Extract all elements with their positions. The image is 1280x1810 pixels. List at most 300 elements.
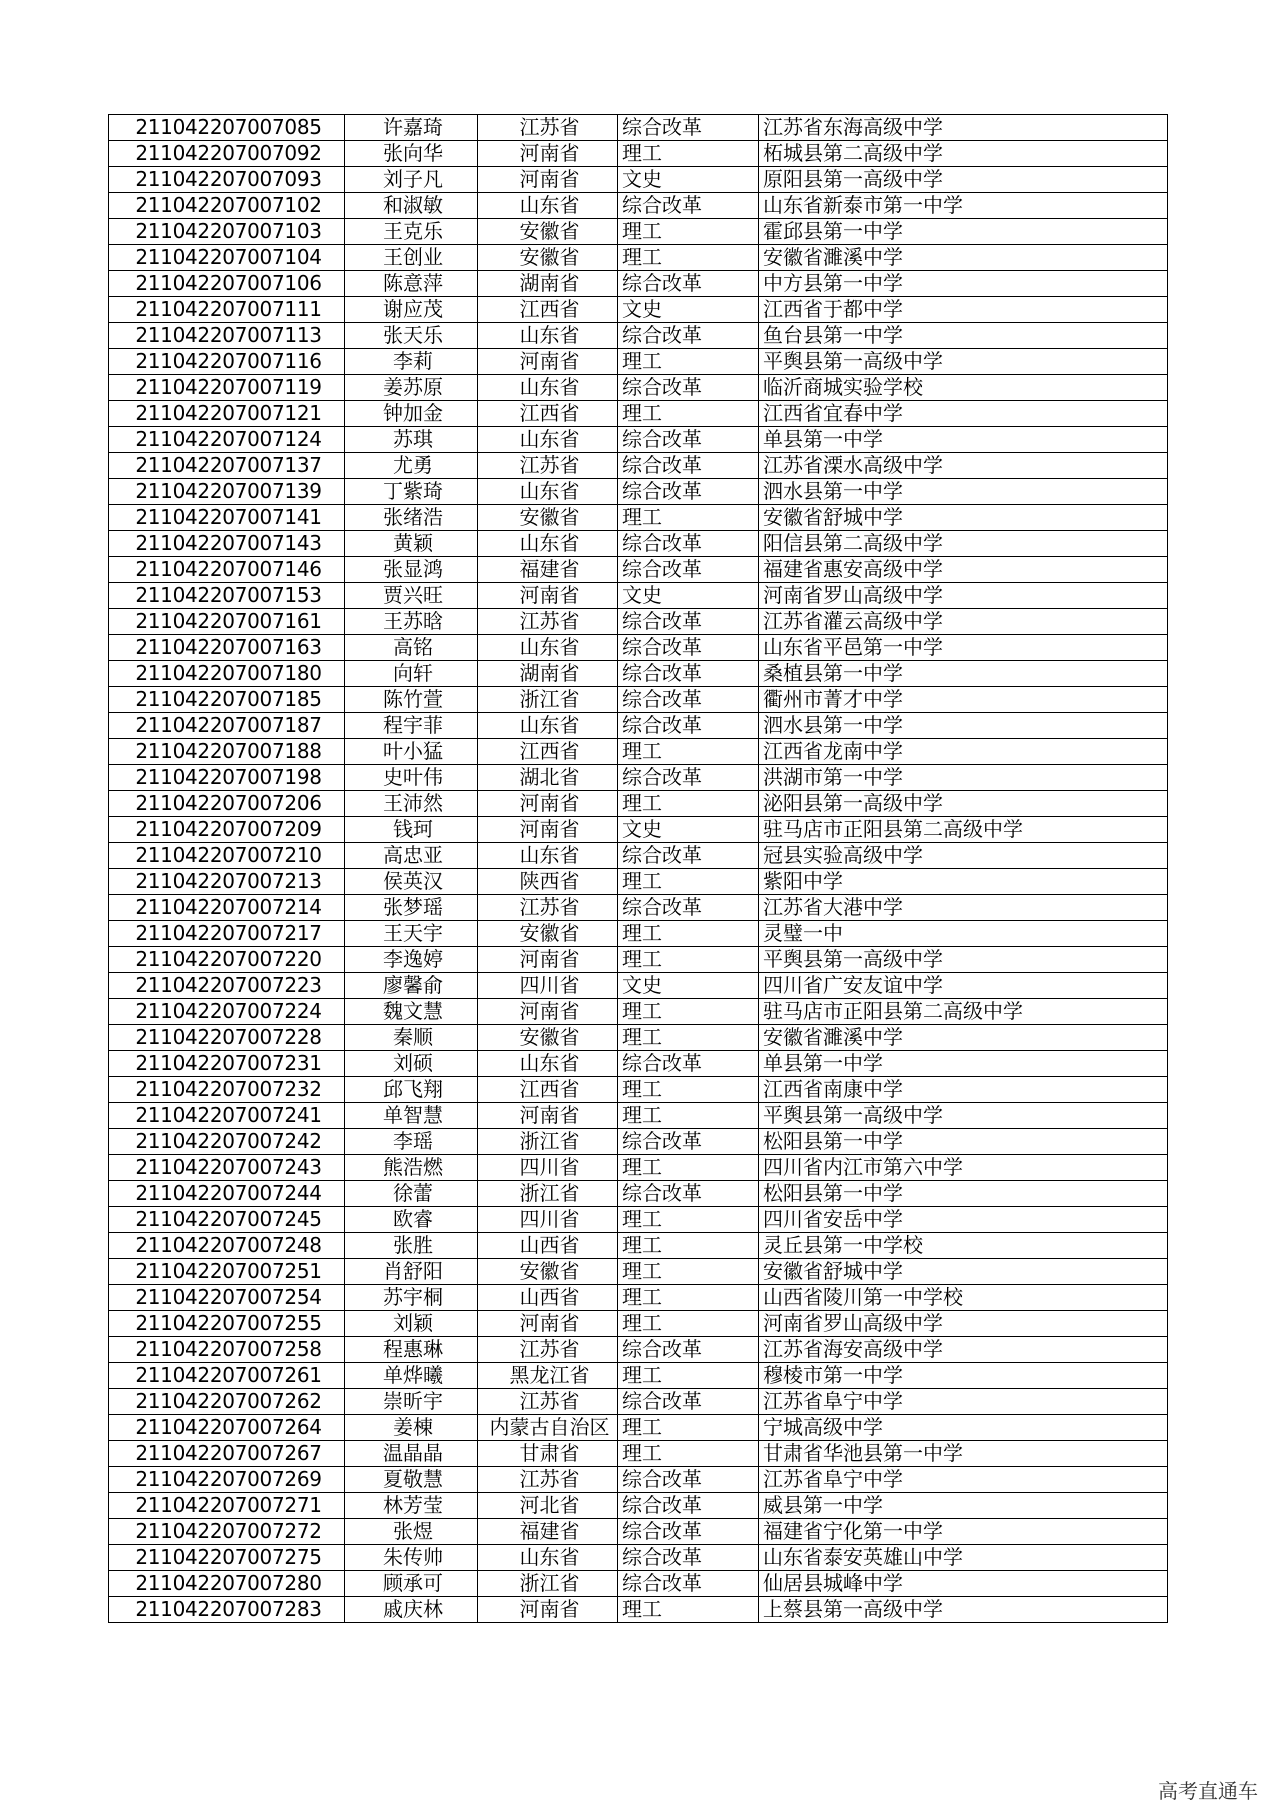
province-cell: 山东省 (478, 1051, 618, 1077)
student-name-cell: 单智慧 (345, 1103, 478, 1129)
candidate-id-cell: 211042207007232 (109, 1077, 345, 1103)
candidate-id-cell: 211042207007255 (109, 1311, 345, 1337)
high-school-cell: 四川省广安友谊中学 (759, 973, 1168, 999)
high-school-cell: 河南省罗山高级中学 (759, 583, 1168, 609)
province-cell: 河南省 (478, 141, 618, 167)
student-name-cell: 刘颖 (345, 1311, 478, 1337)
province-cell: 山东省 (478, 427, 618, 453)
candidate-id-cell: 211042207007163 (109, 635, 345, 661)
province-cell: 安徽省 (478, 245, 618, 271)
candidate-id-cell: 211042207007224 (109, 999, 345, 1025)
candidate-id-cell: 211042207007143 (109, 531, 345, 557)
province-cell: 河南省 (478, 583, 618, 609)
subject-category-cell: 文史 (618, 817, 759, 843)
high-school-cell: 江苏省阜宁中学 (759, 1467, 1168, 1493)
table-row (109, 947, 1168, 973)
province-cell: 浙江省 (478, 1129, 618, 1155)
subject-category-cell: 综合改革 (618, 1467, 759, 1493)
table-row (109, 765, 1168, 791)
student-name-cell: 程宇菲 (345, 713, 478, 739)
candidate-id-cell: 211042207007146 (109, 557, 345, 583)
student-name-cell: 温晶晶 (345, 1441, 478, 1467)
candidate-id-cell: 211042207007085 (109, 115, 345, 141)
subject-category-cell: 综合改革 (618, 661, 759, 687)
province-cell: 安徽省 (478, 1259, 618, 1285)
subject-category-cell: 综合改革 (618, 843, 759, 869)
high-school-cell: 江苏省阜宁中学 (759, 1389, 1168, 1415)
table-row (109, 791, 1168, 817)
candidate-id-cell: 211042207007271 (109, 1493, 345, 1519)
candidate-id-cell: 211042207007244 (109, 1181, 345, 1207)
high-school-cell: 四川省安岳中学 (759, 1207, 1168, 1233)
high-school-cell: 泗水县第一中学 (759, 713, 1168, 739)
admission-table-body (109, 115, 1168, 1623)
subject-category-cell: 理工 (618, 999, 759, 1025)
subject-category-cell: 理工 (618, 219, 759, 245)
student-name-cell: 廖馨俞 (345, 973, 478, 999)
high-school-cell: 安徽省濉溪中学 (759, 245, 1168, 271)
subject-category-cell: 理工 (618, 505, 759, 531)
high-school-cell: 江西省龙南中学 (759, 739, 1168, 765)
student-name-cell: 徐蕾 (345, 1181, 478, 1207)
subject-category-cell: 理工 (618, 921, 759, 947)
table-row (109, 1103, 1168, 1129)
high-school-cell: 江西省宜春中学 (759, 401, 1168, 427)
subject-category-cell: 理工 (618, 791, 759, 817)
subject-category-cell: 理工 (618, 1077, 759, 1103)
candidate-id-cell: 211042207007264 (109, 1415, 345, 1441)
subject-category-cell: 综合改革 (618, 1337, 759, 1363)
student-name-cell: 王苏晗 (345, 609, 478, 635)
province-cell: 山东省 (478, 193, 618, 219)
province-cell: 河南省 (478, 1311, 618, 1337)
student-name-cell: 崇昕宇 (345, 1389, 478, 1415)
table-row (109, 557, 1168, 583)
candidate-id-cell: 211042207007245 (109, 1207, 345, 1233)
candidate-id-cell: 211042207007141 (109, 505, 345, 531)
candidate-id-cell: 211042207007275 (109, 1545, 345, 1571)
table-row (109, 349, 1168, 375)
province-cell: 江苏省 (478, 115, 618, 141)
high-school-cell: 紫阳中学 (759, 869, 1168, 895)
province-cell: 江苏省 (478, 1389, 618, 1415)
candidate-id-cell: 211042207007137 (109, 453, 345, 479)
table-row (109, 1233, 1168, 1259)
province-cell: 河南省 (478, 947, 618, 973)
province-cell: 江苏省 (478, 609, 618, 635)
student-name-cell: 谢应茂 (345, 297, 478, 323)
high-school-cell: 平舆县第一高级中学 (759, 1103, 1168, 1129)
student-name-cell: 苏宇桐 (345, 1285, 478, 1311)
table-row (109, 1129, 1168, 1155)
province-cell: 山东省 (478, 479, 618, 505)
student-name-cell: 欧睿 (345, 1207, 478, 1233)
subject-category-cell: 理工 (618, 1207, 759, 1233)
province-cell: 山东省 (478, 323, 618, 349)
province-cell: 湖南省 (478, 271, 618, 297)
province-cell: 安徽省 (478, 505, 618, 531)
province-cell: 湖北省 (478, 765, 618, 791)
high-school-cell: 江西省南康中学 (759, 1077, 1168, 1103)
table-row (109, 1025, 1168, 1051)
high-school-cell: 安徽省濉溪中学 (759, 1025, 1168, 1051)
high-school-cell: 原阳县第一高级中学 (759, 167, 1168, 193)
high-school-cell: 江苏省灌云高级中学 (759, 609, 1168, 635)
province-cell: 河南省 (478, 1103, 618, 1129)
table-row (109, 635, 1168, 661)
candidate-id-cell: 211042207007262 (109, 1389, 345, 1415)
table-row (109, 323, 1168, 349)
subject-category-cell: 理工 (618, 245, 759, 271)
subject-category-cell: 理工 (618, 1285, 759, 1311)
table-row (109, 1259, 1168, 1285)
subject-category-cell: 文史 (618, 973, 759, 999)
province-cell: 江苏省 (478, 1337, 618, 1363)
student-name-cell: 陈竹萱 (345, 687, 478, 713)
subject-category-cell: 综合改革 (618, 713, 759, 739)
table-row (109, 427, 1168, 453)
province-cell: 四川省 (478, 1155, 618, 1181)
candidate-id-cell: 211042207007272 (109, 1519, 345, 1545)
table-row (109, 1519, 1168, 1545)
table-row (109, 453, 1168, 479)
table-row (109, 245, 1168, 271)
high-school-cell: 中方县第一中学 (759, 271, 1168, 297)
candidate-id-cell: 211042207007214 (109, 895, 345, 921)
candidate-id-cell: 211042207007217 (109, 921, 345, 947)
candidate-id-cell: 211042207007124 (109, 427, 345, 453)
student-name-cell: 夏敬慧 (345, 1467, 478, 1493)
student-name-cell: 张绪浩 (345, 505, 478, 531)
province-cell: 安徽省 (478, 219, 618, 245)
student-name-cell: 钱珂 (345, 817, 478, 843)
table-row (109, 1441, 1168, 1467)
admission-table (108, 114, 1168, 1623)
province-cell: 河南省 (478, 817, 618, 843)
table-row (109, 687, 1168, 713)
high-school-cell: 山东省泰安英雄山中学 (759, 1545, 1168, 1571)
table-row (109, 375, 1168, 401)
candidate-id-cell: 211042207007261 (109, 1363, 345, 1389)
high-school-cell: 山东省平邑第一中学 (759, 635, 1168, 661)
student-name-cell: 苏琪 (345, 427, 478, 453)
high-school-cell: 单县第一中学 (759, 427, 1168, 453)
province-cell: 山西省 (478, 1233, 618, 1259)
candidate-id-cell: 211042207007280 (109, 1571, 345, 1597)
high-school-cell: 穆棱市第一中学 (759, 1363, 1168, 1389)
table-row (109, 661, 1168, 687)
admission-list-sheet (108, 114, 1167, 1623)
table-row (109, 1155, 1168, 1181)
subject-category-cell: 综合改革 (618, 479, 759, 505)
province-cell: 浙江省 (478, 1181, 618, 1207)
province-cell: 四川省 (478, 1207, 618, 1233)
subject-category-cell: 综合改革 (618, 895, 759, 921)
province-cell: 河北省 (478, 1493, 618, 1519)
subject-category-cell: 综合改革 (618, 1389, 759, 1415)
table-row (109, 1571, 1168, 1597)
high-school-cell: 甘肃省华池县第一中学 (759, 1441, 1168, 1467)
candidate-id-cell: 211042207007241 (109, 1103, 345, 1129)
table-row (109, 167, 1168, 193)
candidate-id-cell: 211042207007139 (109, 479, 345, 505)
student-name-cell: 张向华 (345, 141, 478, 167)
high-school-cell: 平舆县第一高级中学 (759, 947, 1168, 973)
student-name-cell: 熊浩燃 (345, 1155, 478, 1181)
subject-category-cell: 理工 (618, 141, 759, 167)
high-school-cell: 泗水县第一中学 (759, 479, 1168, 505)
subject-category-cell: 理工 (618, 1103, 759, 1129)
subject-category-cell: 综合改革 (618, 635, 759, 661)
province-cell: 山东省 (478, 375, 618, 401)
high-school-cell: 霍邱县第一中学 (759, 219, 1168, 245)
table-row (109, 1493, 1168, 1519)
student-name-cell: 姜棟 (345, 1415, 478, 1441)
subject-category-cell: 综合改革 (618, 687, 759, 713)
subject-category-cell: 文史 (618, 583, 759, 609)
candidate-id-cell: 211042207007116 (109, 349, 345, 375)
student-name-cell: 李逸婷 (345, 947, 478, 973)
high-school-cell: 四川省内江市第六中学 (759, 1155, 1168, 1181)
candidate-id-cell: 211042207007283 (109, 1597, 345, 1623)
student-name-cell: 魏文慧 (345, 999, 478, 1025)
subject-category-cell: 理工 (618, 1155, 759, 1181)
table-row (109, 1363, 1168, 1389)
subject-category-cell: 理工 (618, 349, 759, 375)
table-row (109, 505, 1168, 531)
high-school-cell: 驻马店市正阳县第二高级中学 (759, 817, 1168, 843)
high-school-cell: 山东省新泰市第一中学 (759, 193, 1168, 219)
high-school-cell: 临沂商城实验学校 (759, 375, 1168, 401)
high-school-cell: 威县第一中学 (759, 1493, 1168, 1519)
candidate-id-cell: 211042207007104 (109, 245, 345, 271)
high-school-cell: 安徽省舒城中学 (759, 1259, 1168, 1285)
student-name-cell: 许嘉琦 (345, 115, 478, 141)
student-name-cell: 戚庆林 (345, 1597, 478, 1623)
table-row (109, 531, 1168, 557)
province-cell: 浙江省 (478, 687, 618, 713)
student-name-cell: 王创业 (345, 245, 478, 271)
candidate-id-cell: 211042207007228 (109, 1025, 345, 1051)
student-name-cell: 丁紫琦 (345, 479, 478, 505)
province-cell: 山东省 (478, 1545, 618, 1571)
subject-category-cell: 综合改革 (618, 765, 759, 791)
high-school-cell: 阳信县第二高级中学 (759, 531, 1168, 557)
candidate-id-cell: 211042207007251 (109, 1259, 345, 1285)
student-name-cell: 叶小猛 (345, 739, 478, 765)
province-cell: 江苏省 (478, 895, 618, 921)
candidate-id-cell: 211042207007254 (109, 1285, 345, 1311)
candidate-id-cell: 211042207007209 (109, 817, 345, 843)
subject-category-cell: 综合改革 (618, 609, 759, 635)
student-name-cell: 王天宇 (345, 921, 478, 947)
candidate-id-cell: 211042207007248 (109, 1233, 345, 1259)
table-row (109, 1467, 1168, 1493)
candidate-id-cell: 211042207007220 (109, 947, 345, 973)
candidate-id-cell: 211042207007111 (109, 297, 345, 323)
candidate-id-cell: 211042207007198 (109, 765, 345, 791)
high-school-cell: 洪湖市第一中学 (759, 765, 1168, 791)
candidate-id-cell: 211042207007093 (109, 167, 345, 193)
table-row (109, 193, 1168, 219)
subject-category-cell: 理工 (618, 1363, 759, 1389)
high-school-cell: 河南省罗山高级中学 (759, 1311, 1168, 1337)
province-cell: 甘肃省 (478, 1441, 618, 1467)
high-school-cell: 灵丘县第一中学校 (759, 1233, 1168, 1259)
subject-category-cell: 综合改革 (618, 531, 759, 557)
subject-category-cell: 综合改革 (618, 375, 759, 401)
high-school-cell: 松阳县第一中学 (759, 1129, 1168, 1155)
candidate-id-cell: 211042207007258 (109, 1337, 345, 1363)
table-row (109, 713, 1168, 739)
subject-category-cell: 综合改革 (618, 193, 759, 219)
candidate-id-cell: 211042207007103 (109, 219, 345, 245)
province-cell: 河南省 (478, 349, 618, 375)
high-school-cell: 江苏省溧水高级中学 (759, 453, 1168, 479)
student-name-cell: 朱传帅 (345, 1545, 478, 1571)
subject-category-cell: 理工 (618, 739, 759, 765)
student-name-cell: 邱飞翔 (345, 1077, 478, 1103)
province-cell: 安徽省 (478, 1025, 618, 1051)
subject-category-cell: 文史 (618, 167, 759, 193)
student-name-cell: 秦顺 (345, 1025, 478, 1051)
table-row (109, 973, 1168, 999)
table-row (109, 115, 1168, 141)
subject-category-cell: 综合改革 (618, 453, 759, 479)
subject-category-cell: 理工 (618, 1233, 759, 1259)
province-cell: 陕西省 (478, 869, 618, 895)
table-row (109, 219, 1168, 245)
student-name-cell: 尤勇 (345, 453, 478, 479)
candidate-id-cell: 211042207007187 (109, 713, 345, 739)
province-cell: 河南省 (478, 167, 618, 193)
high-school-cell: 驻马店市正阳县第二高级中学 (759, 999, 1168, 1025)
candidate-id-cell: 211042207007267 (109, 1441, 345, 1467)
subject-category-cell: 理工 (618, 869, 759, 895)
province-cell: 江苏省 (478, 453, 618, 479)
student-name-cell: 张显鸿 (345, 557, 478, 583)
table-row (109, 869, 1168, 895)
student-name-cell: 史叶伟 (345, 765, 478, 791)
candidate-id-cell: 211042207007153 (109, 583, 345, 609)
province-cell: 江苏省 (478, 1467, 618, 1493)
candidate-id-cell: 211042207007119 (109, 375, 345, 401)
high-school-cell: 江苏省东海高级中学 (759, 115, 1168, 141)
province-cell: 福建省 (478, 1519, 618, 1545)
table-row (109, 609, 1168, 635)
student-name-cell: 王克乐 (345, 219, 478, 245)
high-school-cell: 上蔡县第一高级中学 (759, 1597, 1168, 1623)
candidate-id-cell: 211042207007223 (109, 973, 345, 999)
source-watermark: 高考直通车 (1158, 1779, 1258, 1803)
high-school-cell: 江西省于都中学 (759, 297, 1168, 323)
table-row (109, 1545, 1168, 1571)
high-school-cell: 泌阳县第一高级中学 (759, 791, 1168, 817)
candidate-id-cell: 211042207007242 (109, 1129, 345, 1155)
table-row (109, 297, 1168, 323)
province-cell: 山东省 (478, 635, 618, 661)
subject-category-cell: 理工 (618, 1311, 759, 1337)
table-row (109, 1051, 1168, 1077)
province-cell: 河南省 (478, 791, 618, 817)
high-school-cell: 福建省宁化第一中学 (759, 1519, 1168, 1545)
table-row (109, 843, 1168, 869)
subject-category-cell: 综合改革 (618, 323, 759, 349)
student-name-cell: 王沛然 (345, 791, 478, 817)
candidate-id-cell: 211042207007213 (109, 869, 345, 895)
province-cell: 江西省 (478, 401, 618, 427)
table-row (109, 1415, 1168, 1441)
subject-category-cell: 理工 (618, 947, 759, 973)
student-name-cell: 张梦瑶 (345, 895, 478, 921)
subject-category-cell: 综合改革 (618, 1519, 759, 1545)
subject-category-cell: 综合改革 (618, 1571, 759, 1597)
province-cell: 黑龙江省 (478, 1363, 618, 1389)
student-name-cell: 林芳莹 (345, 1493, 478, 1519)
high-school-cell: 灵璧一中 (759, 921, 1168, 947)
province-cell: 安徽省 (478, 921, 618, 947)
table-row (109, 1389, 1168, 1415)
province-cell: 江西省 (478, 739, 618, 765)
candidate-id-cell: 211042207007180 (109, 661, 345, 687)
table-row (109, 479, 1168, 505)
province-cell: 江西省 (478, 1077, 618, 1103)
student-name-cell: 肖舒阳 (345, 1259, 478, 1285)
subject-category-cell: 综合改革 (618, 1493, 759, 1519)
student-name-cell: 向轩 (345, 661, 478, 687)
subject-category-cell: 综合改革 (618, 1051, 759, 1077)
candidate-id-cell: 211042207007106 (109, 271, 345, 297)
high-school-cell: 冠县实验高级中学 (759, 843, 1168, 869)
table-row (109, 1077, 1168, 1103)
table-row (109, 895, 1168, 921)
subject-category-cell: 理工 (618, 1441, 759, 1467)
table-row (109, 739, 1168, 765)
student-name-cell: 高忠亚 (345, 843, 478, 869)
subject-category-cell: 综合改革 (618, 427, 759, 453)
province-cell: 山西省 (478, 1285, 618, 1311)
subject-category-cell: 理工 (618, 401, 759, 427)
table-row (109, 1337, 1168, 1363)
high-school-cell: 桑植县第一中学 (759, 661, 1168, 687)
table-row (109, 271, 1168, 297)
candidate-id-cell: 211042207007243 (109, 1155, 345, 1181)
student-name-cell: 刘子凡 (345, 167, 478, 193)
subject-category-cell: 综合改革 (618, 1129, 759, 1155)
table-row (109, 401, 1168, 427)
student-name-cell: 黄颖 (345, 531, 478, 557)
table-row (109, 817, 1168, 843)
candidate-id-cell: 211042207007210 (109, 843, 345, 869)
table-row (109, 1285, 1168, 1311)
student-name-cell: 高铭 (345, 635, 478, 661)
candidate-id-cell: 211042207007231 (109, 1051, 345, 1077)
high-school-cell: 松阳县第一中学 (759, 1181, 1168, 1207)
high-school-cell: 山西省陵川第一中学校 (759, 1285, 1168, 1311)
province-cell: 河南省 (478, 999, 618, 1025)
subject-category-cell: 文史 (618, 297, 759, 323)
student-name-cell: 和淑敏 (345, 193, 478, 219)
high-school-cell: 柘城县第二高级中学 (759, 141, 1168, 167)
candidate-id-cell: 211042207007102 (109, 193, 345, 219)
subject-category-cell: 综合改革 (618, 1545, 759, 1571)
province-cell: 山东省 (478, 713, 618, 739)
subject-category-cell: 综合改革 (618, 557, 759, 583)
table-row (109, 999, 1168, 1025)
table-row (109, 1597, 1168, 1623)
province-cell: 山东省 (478, 531, 618, 557)
candidate-id-cell: 211042207007161 (109, 609, 345, 635)
